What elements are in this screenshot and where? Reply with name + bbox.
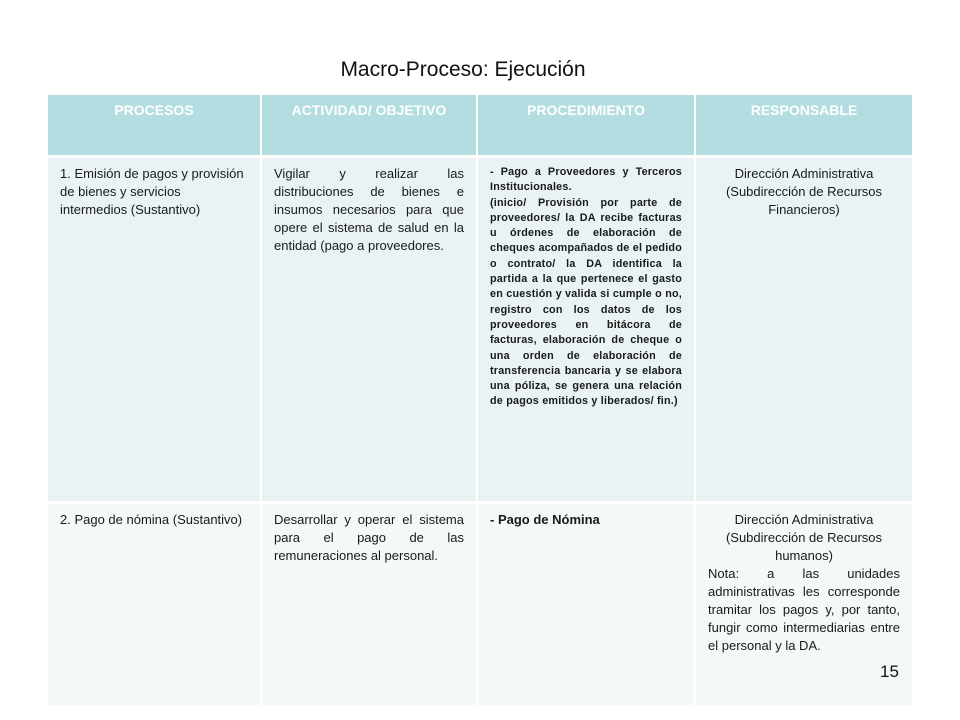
cell-proceso: 2. Pago de nómina (Sustantivo) bbox=[48, 503, 261, 706]
cell-proceso: 1. Emisión de pagos y provisión de bienes y servicios intermedios (Sustantivo) bbox=[48, 157, 261, 503]
cell-responsable bbox=[695, 157, 912, 503]
cell-procedimiento bbox=[477, 503, 695, 706]
cell-actividad: Vigilar y realizar las distribuciones de bienes e insumos necesarios para que opere el sistema de salud en la entidad (pago a proveedores. bbox=[261, 157, 477, 503]
table-row bbox=[48, 503, 912, 706]
header-actividad-objetivo: ACTIVIDAD/ OBJETIVO bbox=[261, 95, 477, 157]
header-procesos: PROCESOS bbox=[48, 95, 261, 157]
table-header-row bbox=[48, 95, 912, 157]
procedimiento-detail: (inicio/ Provisión por parte de proveedores/ la DA recibe facturas u órdenes de elaboración de cheques acompañados de el pedido o contrato/ la DA identifica la partida a la que pertenece el gasto en cuestión y valida si cumple o no, registro con los datos de los proveedores en bitácora de facturas, elaboración de cheque o una orden de elaboración de transferencia bancaria y se elabora una póliza, se genera una relación de pagos emitidos y liberados/ fin.) bbox=[490, 196, 682, 408]
page-number: 15 bbox=[880, 662, 899, 681]
responsable-detail: (Subdirección de Recursos Financieros) bbox=[725, 184, 883, 217]
process-table bbox=[48, 95, 912, 705]
responsable-title: Dirección Administrativa bbox=[734, 512, 874, 527]
responsable-detail: (Subdirección de Recursos humanos) bbox=[725, 530, 883, 563]
header-responsable: RESPONSABLE bbox=[695, 95, 912, 157]
header-procedimiento: PROCEDIMIENTO bbox=[477, 95, 695, 157]
responsable-title: Dirección Administrativa bbox=[734, 166, 874, 181]
procedimiento-title: - Pago de Nómina bbox=[490, 512, 600, 527]
page-title: Macro-Proceso: Ejecución bbox=[340, 58, 586, 81]
cell-actividad: Desarrollar y operar el sistema para el pago de las remuneraciones al personal. bbox=[261, 503, 477, 706]
responsable-note: Nota: a las unidades administrativas les corresponde tramitar los pagos y, por tanto, fungir como intermediarias entre el personal y la DA. bbox=[708, 566, 900, 653]
table-row bbox=[48, 157, 912, 503]
cell-procedimiento bbox=[477, 157, 695, 503]
procedimiento-title: - Pago a Proveedores y Terceros Institucionales. bbox=[490, 166, 682, 194]
